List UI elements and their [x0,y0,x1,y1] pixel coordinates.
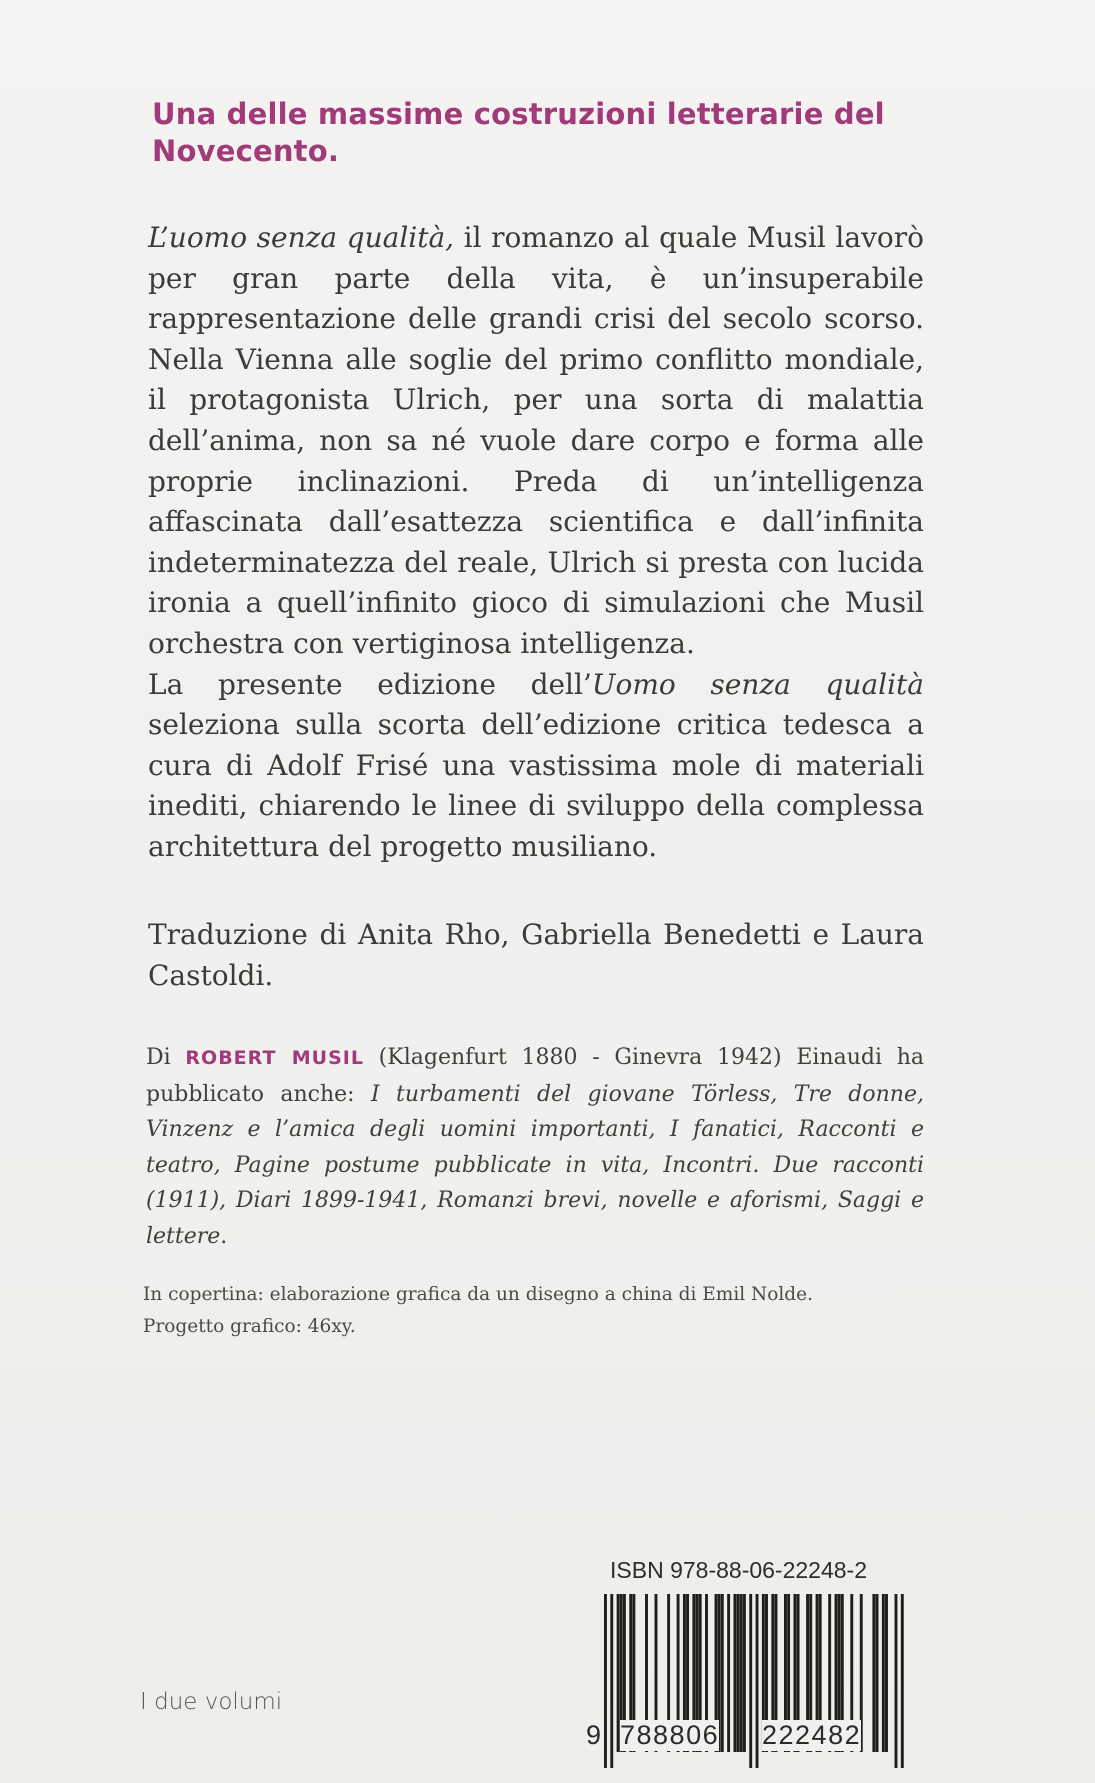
cover-art-credit: In copertina: elaborazione grafica da un disegno a china di Emil Nolde. [143,1284,813,1305]
cover-credits [143,1279,943,1343]
author-bio [146,1040,924,1254]
synopsis-text-2-rest: seleziona sulla scorta dell’edizione critica tedesca a cura di Adolf Frisé una vastissima mole di materiali inediti, chiarendo le linee di sviluppo della complessa architettura del progetto musiliano. [148,708,924,863]
novel-title: L’uomo senza qualità, [148,221,455,254]
isbn-label: ISBN 978-88-06-22248-2 [610,1557,867,1583]
barcode-digits [584,1720,914,1760]
bio-suffix: . [220,1223,228,1249]
synopsis-text-1: il romanzo al quale Musil lavorò per gran parte della vita, è un’insuperabile rappresentazione delle grandi crisi del secolo scorso. Nella Vienna alle soglie del primo conflitto mondiale, il protagonista Ulrich, per una sorta di malattia dell’anima, non sa né vuole dare corpo e forma alle proprie inclinazioni. Preda di un’intelligenza affascinata dall’esattezza scientifica e dall’infinita indeterminatezza del reale, Ulrich si presta con lucida ironia a quell’infinito gioco di simulazioni che Musil orchestra con vertiginosa intelligenza. [148,221,924,660]
barcode-digit-first: 9 [586,1720,603,1750]
translation-credits [148,915,924,996]
headline [152,96,952,170]
headline-line-1: Una delle massime costruzioni letterarie del [152,97,885,131]
barcode-digits-right: 222482 [762,1720,862,1750]
author-name: ROBERT MUSIL [185,1047,364,1069]
volumes-label: I due volumi [140,1689,283,1715]
bio-prefix: Di [146,1045,186,1070]
synopsis-text-2-start: La presente edizione dell’ [148,667,592,701]
bio-text: (Klagenfurt 1880 - Ginevra 1942) Einaudi ha pubblicato anche: [146,1045,925,1107]
novel-title-2: Uomo senza qualità [591,667,924,701]
bio-works: I turbamenti del giovane Törless, Tre donne, Vinzenz e l’amica degli uomini importanti, I fanatici, Racconti e teatro, Pagine postume pubblicate in vita, Incontri. Due racconti (1911), Diari 1899-1941, Romanzi brevi, novelle e aforismi, Saggi e lettere [146,1081,924,1249]
synopsis [148,218,924,868]
synopsis-paragraph-2 [148,665,924,868]
headline-line-2: Novecento. [152,134,340,168]
barcode-digits-left: 788806 [620,1720,720,1750]
translation-text: Traduzione di Anita Rho, Gabriella Benedetti e Laura Castoldi. [148,918,924,992]
synopsis-paragraph-1 [148,218,924,665]
design-credit: Progetto grafico: 46xy. [143,1316,356,1337]
